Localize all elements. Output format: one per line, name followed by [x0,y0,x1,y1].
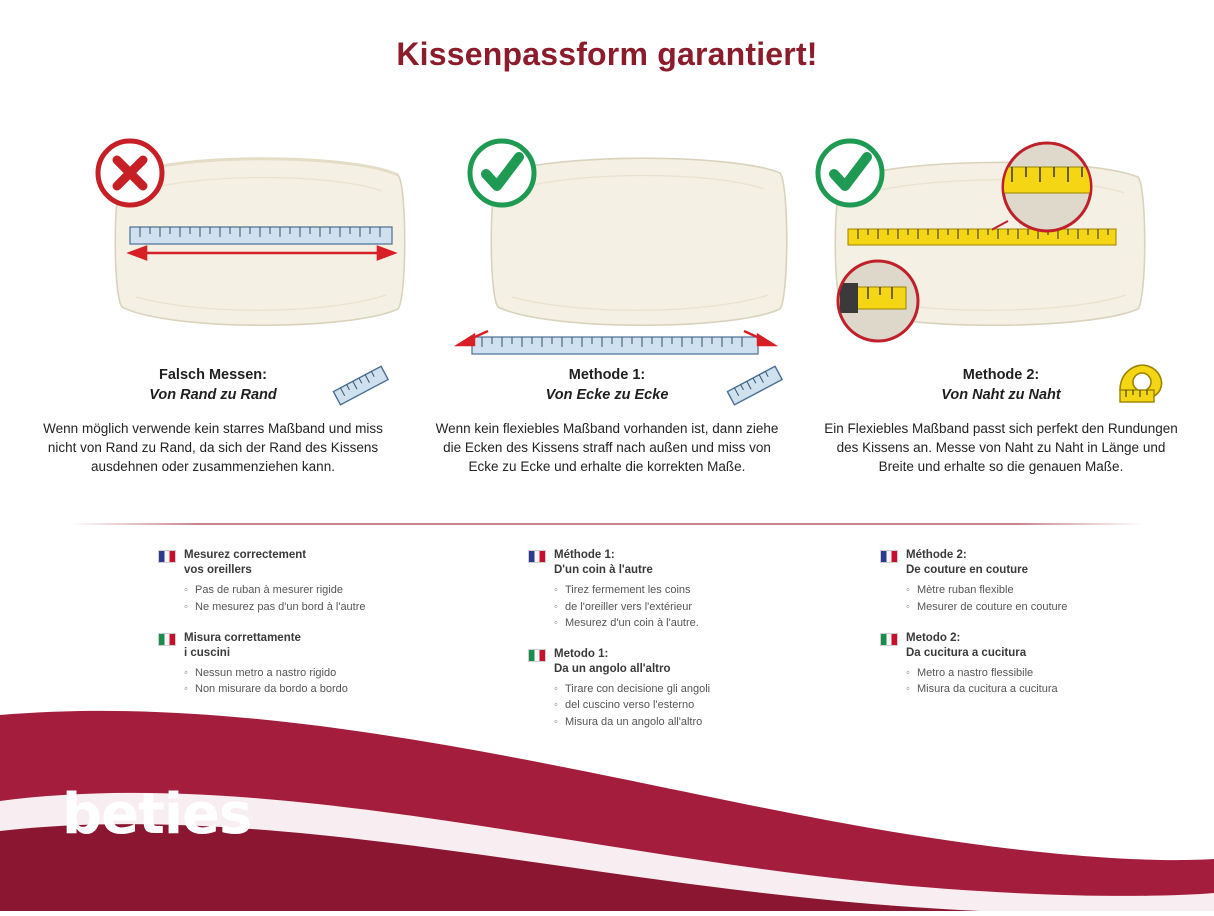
caption-title: Methode 1: [568,367,646,383]
flag-france-icon [880,550,898,563]
zoom-detail-top-icon [992,139,1102,249]
illustration-wrong [18,125,408,360]
check-icon [464,135,540,211]
caption-subtitle: Von Ecke zu Ecke [545,386,669,403]
method-column-one [412,125,802,477]
translation-head-line2: vos oreillers [184,564,252,577]
translation-list [906,583,1210,614]
list-item: ◦ del cuscino verso l'esterno [554,698,858,713]
list-item: ◦ Tirez fermement les coins [554,583,858,598]
flag-france-icon [158,550,176,563]
translation-head-line1: Metodo 2: [906,631,961,644]
translation-head-line1: Mesurez correctement [184,549,307,561]
cross-icon [92,135,168,211]
methods-section [0,125,1214,505]
method-column-two [806,125,1196,477]
list-item: ◦ Nessun metro a nastro rigido [184,666,488,681]
zoom-detail-bottom-icon [828,253,928,353]
translation-list [184,583,488,614]
caption-subtitle: Von Naht zu Naht [941,386,1061,403]
translation-group-fr [158,548,488,615]
translation-group-fr [880,548,1210,615]
list-item: ◦ Pas de ruban à mesurer rigide [184,583,488,598]
page-title: Kissenpassform garantiert! [396,36,818,72]
rigid-ruler-icon [724,362,786,410]
illustration-method-one [412,125,802,360]
list-item: ◦ Mesurez d'un coin à l'autre. [554,616,858,631]
list-item: ◦ Ne mesurez pas d'un bord à l'autre [184,600,488,615]
translation-head-line1: Méthode 1: [554,549,615,561]
description-method-one: Wenn kein flexiebles Maßband vorhanden ist, dann ziehe die Ecken des Kissens straff nach außen und miss von Ecke zu Ecke und erhalte die korrekten Maße. [435,421,779,475]
translation-list [554,583,858,631]
list-item: ◦ Non misurare da bordo a bordo [184,682,488,697]
rigid-ruler-icon [330,362,392,410]
flag-italy-icon [528,649,546,662]
caption-method-one [412,366,802,405]
method-column-wrong [18,125,408,477]
translation-head-line1: Misura correttamente [184,631,301,644]
section-divider [70,523,1144,525]
caption-wrong [18,366,408,405]
translation-group-fr [528,548,858,631]
illustration-method-two [806,125,1196,360]
list-item: ◦ de l'oreiller vers l'extérieur [554,600,858,615]
description-wrong: Wenn möglich verwende kein starres Maßband und miss nicht von Rand zu Rand, da sich der Rand des Kissens ausdehnen oder zusammenziehen kann. [43,421,383,475]
tape-measure-icon [1114,356,1170,410]
rigid-ruler-overlay [110,223,410,263]
translation-head-line2: i cuscini [184,646,231,659]
flag-italy-icon [880,633,898,646]
list-item: ◦ Misura da cucitura a cucitura [906,682,1210,697]
list-item: ◦ Tirare con decisione gli angoli [554,682,858,697]
flexible-tape-overlay [822,221,1152,257]
translation-head-line1: Méthode 2: [906,549,967,561]
flag-france-icon [528,550,546,563]
list-item: ◦ Misura da un angolo all'altro [554,715,858,730]
translation-head-line2: D'un coin à l'autre [554,564,653,577]
check-icon [812,135,888,211]
description-method-two: Ein Flexiebles Maßband passt sich perfekt den Rundungen des Kissens an. Messe von Naht zu Naht in Länge und Breite und erhalte so die genauen Maße. [824,421,1178,475]
list-item: ◦ Mètre ruban flexible [906,583,1210,598]
list-item: ◦ Metro a nastro flessibile [906,666,1210,681]
caption-subtitle: Von Rand zu Rand [149,386,277,403]
caption-method-two [806,366,1196,405]
translation-head-line2: Da un angolo all'altro [554,663,671,676]
flag-italy-icon [158,633,176,646]
translation-head-line2: Da cucitura a cucitura [906,646,1027,659]
footer-banner [0,681,1214,911]
list-item: ◦ Mesurer de couture en couture [906,600,1210,615]
caption-title: Methode 2: [962,367,1040,383]
brand-logo: beties [62,782,252,847]
translation-head-line2: De couture en couture [906,564,1029,577]
corner-measure-overlay [448,325,788,361]
caption-title: Falsch Messen: [159,367,267,383]
translation-head-line1: Metodo 1: [554,647,609,660]
